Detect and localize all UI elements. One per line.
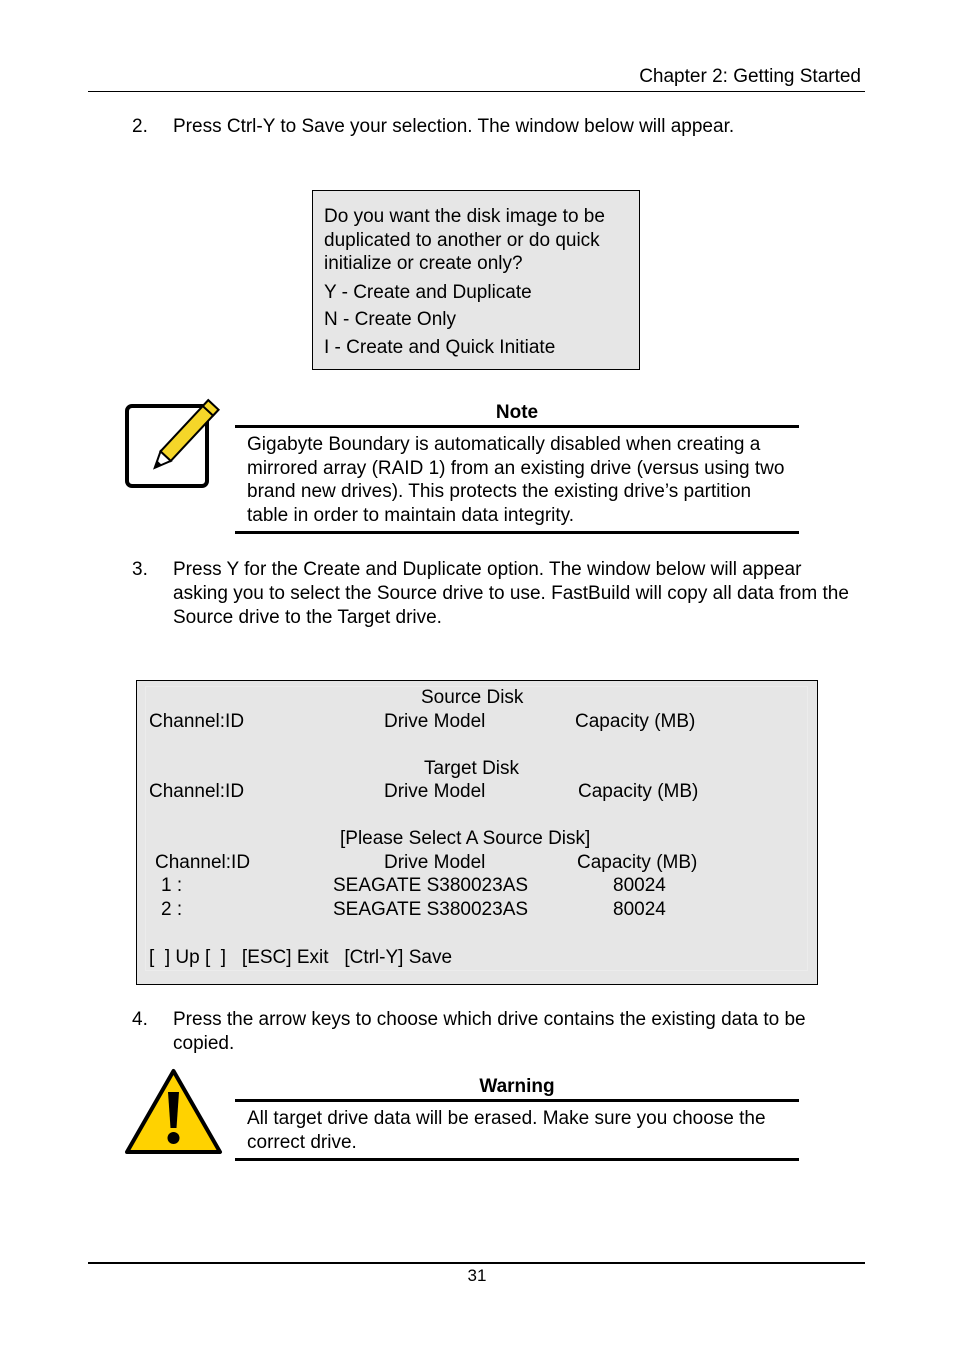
warning-top-rule — [235, 1099, 799, 1102]
drive-2-model[interactable]: SEAGATE S380023AS — [333, 899, 529, 920]
pencil-icon — [122, 395, 222, 491]
drive-1-capacity[interactable]: 80024 — [613, 875, 666, 896]
note-top-rule — [235, 425, 799, 428]
note-text: Gigabyte Boundary is automatically disabled when creating a mirrored array (RAID 1) from an existing drive (versus using two brand new drives). This protects the existing drive’s partition table in order to maintain data integrity. — [247, 434, 785, 526]
step-number: 4. — [132, 1009, 148, 1030]
note-title: Note — [495, 402, 539, 423]
target-col-channel: Channel:ID — [149, 781, 245, 802]
key-legend: [ ] Up [ ] [ESC] Exit [Ctrl-Y] Save — [149, 947, 453, 968]
drive-1-model[interactable]: SEAGATE S380023AS — [333, 875, 529, 896]
source-col-model: Drive Model — [384, 711, 486, 732]
page-number: 31 — [467, 1266, 487, 1285]
warning-icon — [124, 1068, 223, 1156]
option-create-duplicate: Y - Create and Duplicate — [324, 282, 532, 303]
target-col-model: Drive Model — [384, 781, 486, 802]
note-bottom-rule — [235, 531, 799, 534]
select-col-channel: Channel:ID — [155, 852, 251, 873]
source-col-capacity: Capacity (MB) — [575, 711, 696, 732]
step-number: 3. — [132, 559, 148, 580]
drive-2-id[interactable]: 2 : — [161, 899, 183, 920]
header-rule — [88, 91, 865, 92]
warning-title: Warning — [479, 1076, 555, 1097]
select-col-model: Drive Model — [384, 852, 486, 873]
option-create-quick-initiate: I - Create and Quick Initiate — [324, 337, 556, 358]
warning-text: All target drive data will be erased. Make sure you choose the correct drive. — [247, 1108, 766, 1153]
footer-rule — [88, 1262, 865, 1264]
chapter-header: Chapter 2: Getting Started — [639, 66, 861, 87]
target-col-capacity: Capacity (MB) — [578, 781, 699, 802]
duplicate-dialog — [312, 190, 640, 370]
source-col-channel: Channel:ID — [149, 711, 245, 732]
drive-1-id[interactable]: 1 : — [161, 875, 183, 896]
option-create-only: N - Create Only — [324, 309, 456, 330]
step-text: Press Y for the Create and Duplicate option. The window below will appear asking you to select the Source drive to use. FastBuild will copy all data from the Source drive to the Target drive. — [173, 559, 849, 628]
select-col-capacity: Capacity (MB) — [577, 852, 698, 873]
select-source-prompt: [Please Select A Source Disk] — [340, 828, 591, 849]
source-disk-title: Source Disk — [421, 687, 524, 708]
source-disk-screen — [136, 680, 818, 985]
drive-2-capacity[interactable]: 80024 — [613, 899, 666, 920]
warning-bottom-rule — [235, 1158, 799, 1161]
target-disk-title: Target Disk — [424, 758, 520, 779]
step-number: 2. — [132, 116, 148, 137]
step-text: Press Ctrl-Y to Save your selection. The window below will appear. — [173, 116, 735, 137]
step-text: Press the arrow keys to choose which drive contains the existing data to be copied. — [173, 1009, 806, 1054]
dialog-question: Do you want the disk image to be duplicated to another or do quick initialize or create only? — [324, 206, 605, 274]
